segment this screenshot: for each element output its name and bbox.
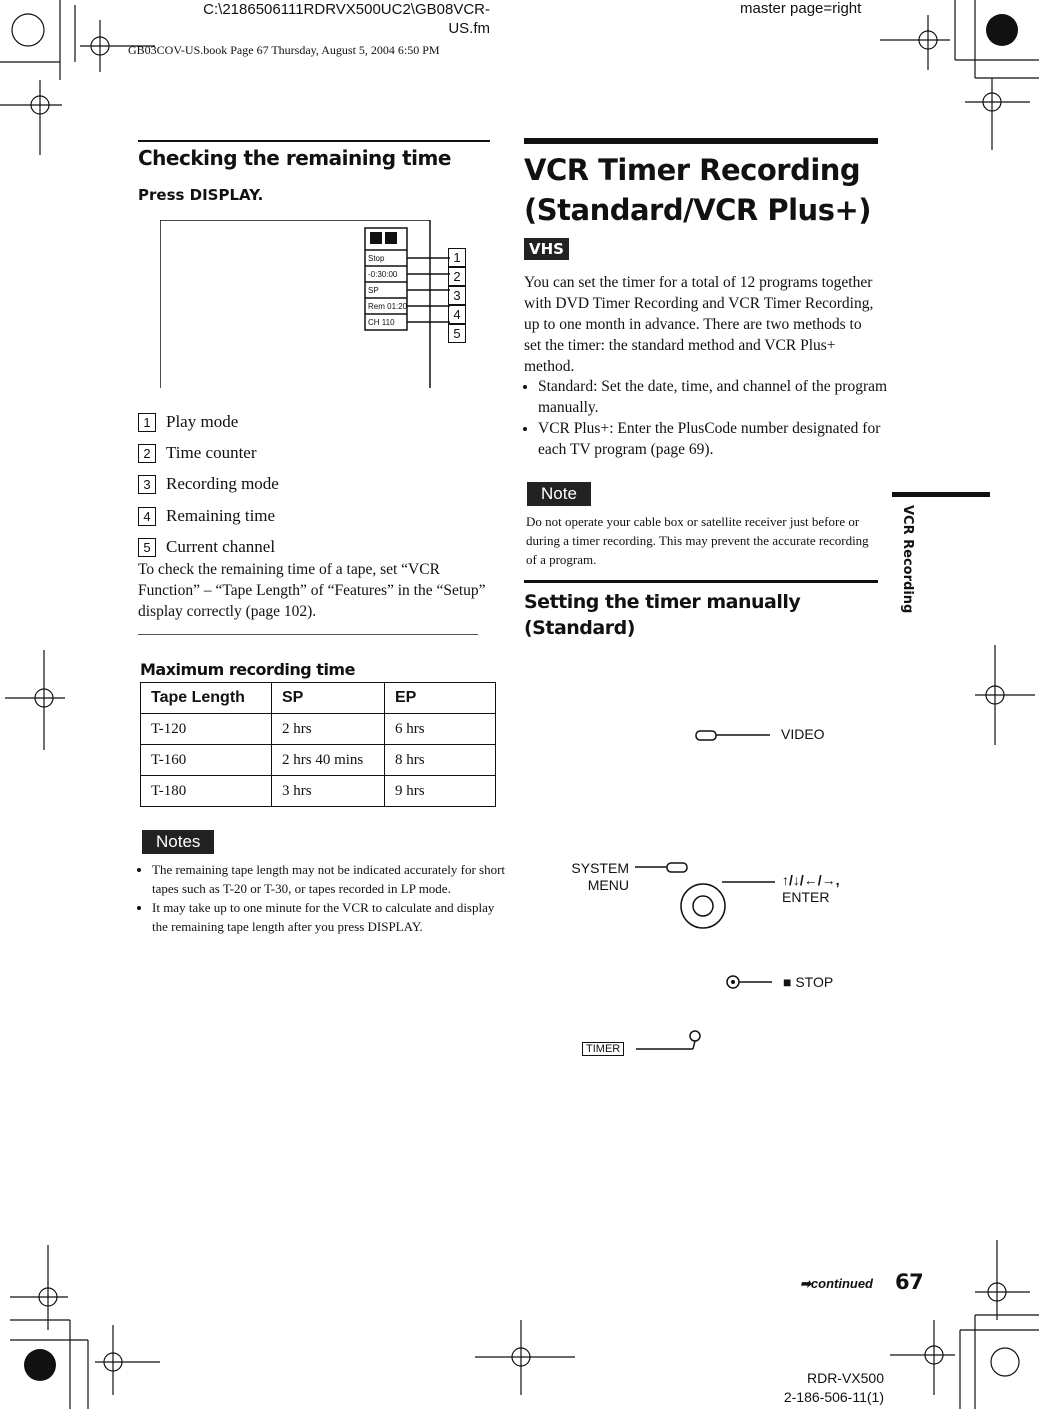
legend-num: 5 <box>138 538 156 557</box>
display-remaining: Rem 01:20 <box>368 302 408 311</box>
table-cell: T-180 <box>141 776 272 807</box>
book-info: GB03COV-US.book Page 67 Thursday, August 5, 2004 6:50 PM <box>128 43 440 57</box>
part-number: 2-186-506-11(1) <box>783 1389 884 1405</box>
method-item: • Standard: Set the date, time, and channel of the program manually. <box>538 376 888 418</box>
side-tab-label: VCR Recording <box>900 505 915 614</box>
display-counter: -0:30:00 <box>368 270 398 279</box>
callout-numbers <box>448 248 466 343</box>
instruction: Press DISPLAY. <box>138 186 264 204</box>
table-row <box>141 776 496 807</box>
tape-length-note: To check the remaining time of a tape, set “VCR Function” – “Tape Length” of “Features” in the “Setup” display correctly (page 102). <box>138 561 486 620</box>
table-row <box>141 714 496 745</box>
starburst-registration-icon <box>12 14 44 46</box>
system-menu-button-icon <box>667 863 687 872</box>
legend-num: 4 <box>138 507 156 526</box>
timer-button-icon <box>690 1031 700 1041</box>
video-button-icon <box>696 731 716 740</box>
legend-item <box>138 537 275 557</box>
display-channel: CH 110 <box>368 318 395 327</box>
master-page-label: master page=right <box>740 0 862 17</box>
note-text: Do not operate your cable box or satellite receiver just before or during a timer recording. This may prevent the accurate recording of a program. <box>526 514 869 567</box>
table-cell: T-160 <box>141 745 272 776</box>
page-title: VCR Timer Recording (Standard/VCR Plus+) <box>524 153 872 227</box>
display-illustration <box>160 220 461 388</box>
legend-num: 1 <box>138 413 156 432</box>
note-item: • The remaining tape length may not be indicated accurately for short tapes such as T-20 or T-30, or tapes recorded in LP mode. <box>152 860 512 898</box>
table-cell: 3 hrs <box>272 776 385 807</box>
model-number: RDR-VX500 <box>806 1370 884 1386</box>
callout-2: 2 <box>448 267 466 286</box>
video-label: VIDEO <box>781 726 825 742</box>
column-header: Tape Length <box>141 683 272 714</box>
notes-list <box>138 860 512 936</box>
display-play-mode: Stop <box>368 254 385 263</box>
table-cell: 9 hrs <box>385 776 496 807</box>
legend-num: 3 <box>138 475 156 494</box>
system-menu-label-line: MENU <box>587 877 629 893</box>
method-list <box>524 376 888 460</box>
vhs-badge: VHS <box>524 238 569 260</box>
callout-4: 4 <box>448 305 466 324</box>
starburst-registration-icon <box>991 1348 1019 1376</box>
legend-item <box>138 443 257 463</box>
table-cell: 2 hrs <box>272 714 385 745</box>
continued-label: ➡continued <box>800 1276 873 1291</box>
system-menu-label <box>567 860 629 894</box>
stop-label: ■ STOP <box>783 974 834 990</box>
method-item: • VCR Plus+: Enter the PlusCode number designated for each TV program (page 69). <box>538 418 888 460</box>
section-rule <box>524 138 878 144</box>
file-path: C:\2186506111RDRVX500UC2\GB08VCR-US.fm <box>203 1 490 37</box>
legend-item <box>138 412 238 432</box>
sub-heading: Setting the timer manually (Standard) <box>524 591 801 639</box>
solid-registration-icon <box>986 14 1018 46</box>
side-tab-rule <box>892 492 990 497</box>
divider <box>138 634 478 635</box>
legend-item <box>138 474 279 494</box>
column-header: EP <box>385 683 496 714</box>
table-cell: T-120 <box>141 714 272 745</box>
note-badge: Note <box>527 482 591 506</box>
arrows-label-line: ↑/↓/←/→, <box>782 872 840 888</box>
legend-label: Time counter <box>166 443 257 462</box>
section-rule <box>524 580 878 583</box>
table-cell: 6 hrs <box>385 714 496 745</box>
intro-text: You can set the timer for a total of 12 programs together with DVD Timer Recording and VCR Timer Recording, up to one month in advance. There are two methods to set the timer: the standard method and VCR Plus+ method. <box>524 274 874 375</box>
section-rule <box>138 140 490 142</box>
timer-label: TIMER <box>582 1042 624 1056</box>
table-header-row <box>141 683 496 714</box>
max-recording-heading: Maximum recording time <box>140 660 355 679</box>
table-cell: 2 hrs 40 mins <box>272 745 385 776</box>
page-number: 67 <box>895 1270 924 1294</box>
callout-5: 5 <box>448 324 466 343</box>
legend-label: Current channel <box>166 537 276 556</box>
display-rec-mode: SP <box>368 286 379 295</box>
table-row <box>141 745 496 776</box>
legend-label: Remaining time <box>166 506 276 525</box>
solid-registration-icon <box>24 1349 56 1381</box>
section-heading: Checking the remaining time <box>138 146 451 170</box>
dpad-icon <box>681 884 725 928</box>
display-readout <box>368 251 407 331</box>
callout-1: 1 <box>448 248 466 267</box>
column-header: SP <box>272 683 385 714</box>
legend-item <box>138 506 275 526</box>
notes-badge: Notes <box>142 830 214 854</box>
system-menu-label-line: SYSTEM <box>571 860 629 876</box>
callout-3: 3 <box>448 286 466 305</box>
legend-label: Play mode <box>166 412 239 431</box>
table-cell: 8 hrs <box>385 745 496 776</box>
enter-label-line: ENTER <box>782 889 830 905</box>
note-item: • It may take up to one minute for the VCR to calculate and display the remaining tape length after you press DISPLAY. <box>152 898 512 936</box>
legend-label: Recording mode <box>166 474 279 493</box>
arrows-label <box>782 872 840 906</box>
legend-num: 2 <box>138 444 156 463</box>
recording-time-table <box>140 682 496 807</box>
